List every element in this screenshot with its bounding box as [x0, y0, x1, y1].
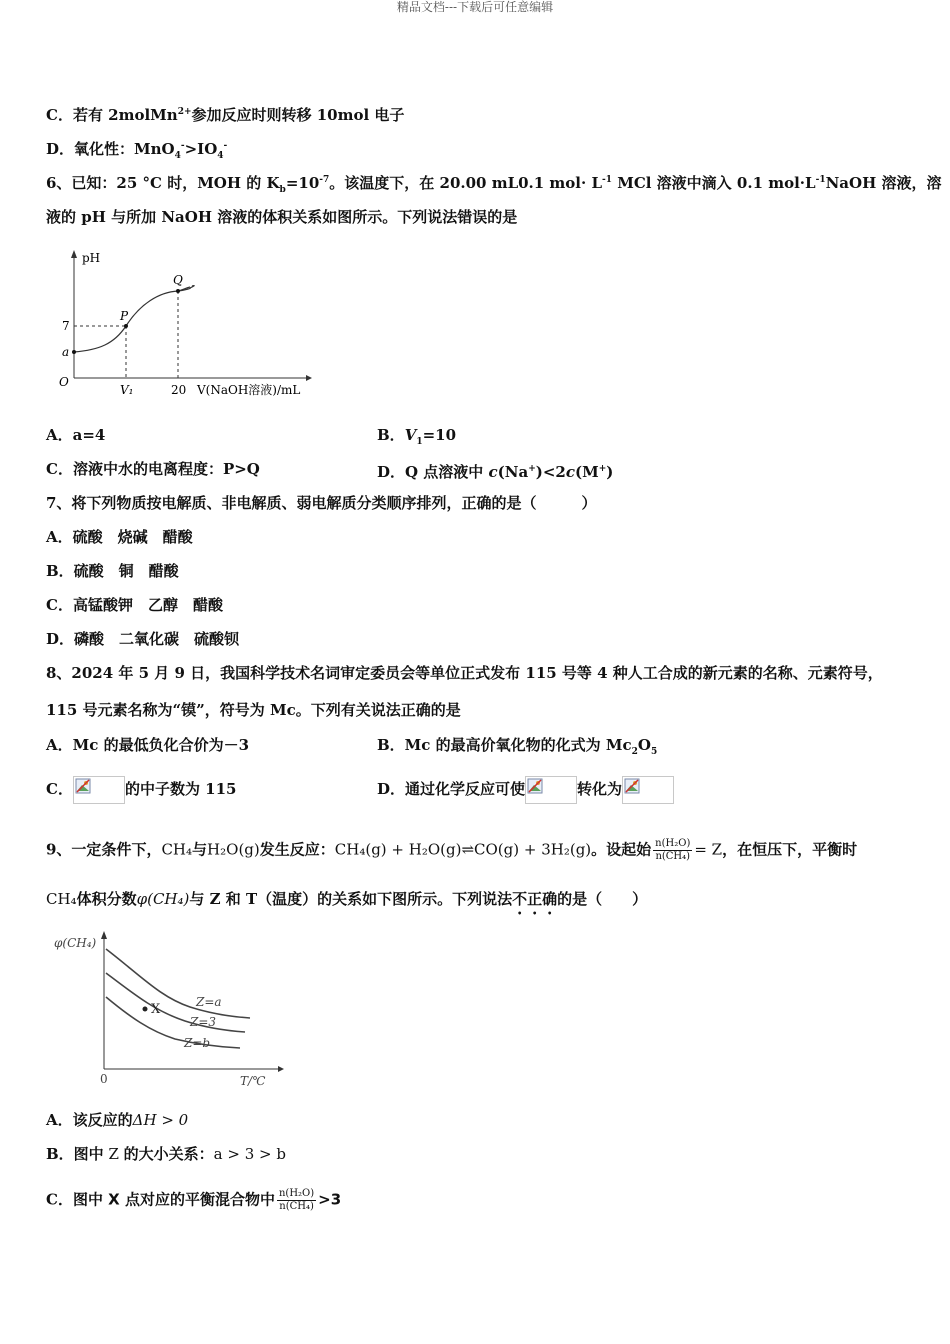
- q5-option-c-tail: 参加反应时则转移 10mol 电子: [191, 106, 405, 124]
- q6-option-d: [377, 459, 613, 482]
- q9-optb-d: a > 3 > b: [213, 1145, 286, 1163]
- broken-image-icon: [622, 776, 674, 804]
- q9-l2d: 的是（ ）: [557, 890, 648, 908]
- q6-l1sup: -7: [319, 175, 330, 185]
- q6-stem-line1: [46, 170, 941, 200]
- q9-frac-num: n(H₂O): [655, 838, 691, 849]
- q6-l1b: =10: [285, 174, 320, 192]
- series-line: [74, 286, 194, 352]
- point-x: [143, 1007, 148, 1012]
- q8-option-b: [377, 735, 657, 762]
- q5-option-d-sub2: 4: [217, 151, 224, 161]
- point-a: [72, 350, 76, 354]
- q9-l1-ch4: CH₄: [161, 840, 193, 859]
- q7-option-a: A．硫酸 烧碱 醋酸: [46, 528, 193, 546]
- q9-l2b: 体积分数: [76, 890, 137, 908]
- q6-chart-plot: [59, 250, 312, 397]
- q8-option-d: [377, 776, 674, 804]
- q9-optb-c: 的大小关系：: [123, 1145, 214, 1163]
- broken-image-icon: [73, 776, 125, 804]
- q9-ratio-fraction: [653, 838, 692, 863]
- y-tick-label-a: a: [62, 345, 70, 359]
- q6-optd-b: (Na: [497, 463, 529, 481]
- q9-l1a: 9、一定条件下，: [46, 840, 162, 859]
- q8-optb-sub: 2: [631, 747, 638, 757]
- y-axis-label: pH: [82, 251, 101, 265]
- q6-ph-chart: [54, 246, 316, 402]
- q6-l1e: NaOH 溶液，溶: [825, 174, 942, 192]
- q6-optd-d: )<2: [535, 463, 566, 481]
- q9-optc-a: C．图中: [46, 1190, 109, 1209]
- q5-option-d-sub: 4: [174, 151, 181, 161]
- q8-option-c: [46, 776, 237, 804]
- q6-l1sub: b: [279, 185, 286, 195]
- q9-l2-ch4: CH₄: [46, 890, 77, 908]
- q9-frac-den: n(CH₄): [655, 851, 691, 862]
- series-label-1: Z=a: [196, 995, 222, 1009]
- q7-option-c: C．高锰酸钾 乙醇 醋酸: [46, 596, 223, 614]
- q9-optc-den: n(CH₄): [279, 1201, 314, 1212]
- q8-optd-a: D．通过化学反应可使: [377, 780, 526, 798]
- q9-l2-emphasis: 不正确: [512, 890, 558, 908]
- q6-optb-a: B．: [377, 426, 405, 444]
- q8-stem-line2: 115 号元素名称为“镆”，符号为 Mc。下列有关说法正确的是: [46, 701, 461, 719]
- series-label-3: Z=b: [184, 1036, 211, 1050]
- q9-l1-h2o: H₂O(g): [207, 840, 260, 859]
- series-line-1: [106, 949, 250, 1018]
- q9-l1f: ，在恒压下，平衡时: [722, 840, 858, 859]
- origin-label: 0: [100, 1072, 108, 1086]
- q8-optb-b: O: [637, 736, 651, 754]
- q9-optc-x: X: [108, 1190, 120, 1209]
- q6-optd-c: c: [488, 463, 498, 481]
- point-label-x: X: [151, 1002, 161, 1017]
- q7-option-b: B．硫酸 铜 醋酸: [46, 562, 179, 580]
- page-header: 精品文档---下载后可任意编辑: [396, 0, 554, 14]
- point-label-q: Q: [173, 273, 183, 287]
- q9-equation: CH₄(g) + H₂O(g)⇌CO(g) + 3H₂(g): [334, 840, 592, 859]
- y-axis-label: φ(CH₄): [54, 936, 97, 950]
- q5-option-d-text: D．氧化性：MnO: [46, 140, 175, 158]
- q8-optc-b: 的中子数为 115: [124, 780, 237, 798]
- q9-chart-plot: [54, 931, 284, 1088]
- q8-optb-sub2: 5: [650, 747, 658, 757]
- q6-option-a: A．a=4: [46, 426, 106, 444]
- y-axis-arrow: [101, 931, 107, 939]
- q9-optc-fraction: [277, 1188, 316, 1213]
- q9-optb-a: B．图中: [46, 1145, 104, 1163]
- q9-l1b: 与: [192, 840, 208, 859]
- q8-optb-a: B．Mc 的最高价氧化物的化式为 Mc: [377, 736, 632, 754]
- q6-optd-c2: c: [565, 463, 575, 481]
- q9-stem-line1: [46, 838, 857, 863]
- q8-stem-line1: 8、2024 年 5 月 9 日，我国科学技术名词审定委员会等单位正式发布 115 号等 4 种人工合成的新元素的名称、元素符号，: [46, 664, 883, 682]
- q5-option-c-text: C．若有 2molMn: [46, 106, 178, 124]
- point-q: [176, 289, 180, 293]
- q9-l2c: 与 Z 和 T（温度）的关系如下图所示。下列说法: [189, 890, 513, 908]
- q6-optb-b: =10: [422, 426, 457, 444]
- q9-l1d: 。设起始: [591, 840, 652, 859]
- q7-option-d: D．磷酸 二氧化碳 硫酸钡: [46, 630, 240, 648]
- q9-option-a: [46, 1110, 188, 1130]
- q9-l1c: 发生反应：: [259, 840, 335, 859]
- q9-stem-line2: [46, 889, 647, 918]
- q9-opta-a: A．该反应的: [46, 1111, 133, 1129]
- q7-stem: 7、将下列物质按电解质、非电解质、弱电解质分类顺序排列，正确的是（ ）: [46, 494, 597, 512]
- q5-option-c: [46, 102, 404, 125]
- q9-option-b: [46, 1144, 286, 1164]
- q9-optc-b: 点对应的平衡混合物中: [119, 1190, 275, 1209]
- q5-option-d: [46, 136, 227, 166]
- q9-l2-phi: φ(CH₄): [136, 890, 190, 908]
- q6-optb-sub: 1: [416, 437, 423, 447]
- q9-l1e: = Z: [694, 840, 723, 859]
- q6-optd-f: ): [606, 463, 614, 481]
- q6-optd-a: D．Q 点溶液中: [377, 463, 489, 481]
- q6-l1sup3: -1: [815, 175, 826, 185]
- q9-option-c: [46, 1188, 341, 1213]
- q6-optd-sup: +: [528, 464, 536, 474]
- y-tick-label-7: 7: [62, 319, 70, 333]
- x-axis-arrow: [278, 1066, 284, 1072]
- x-axis-arrow: [306, 375, 312, 381]
- q8-optc-a: C．: [46, 780, 73, 798]
- q6-option-b: [377, 425, 456, 452]
- q6-stem-line2: 液的 pH 与所加 NaOH 溶液的体积关系如图所示。下列说法错误的是: [46, 208, 518, 226]
- q9-optb-b: Z: [103, 1145, 124, 1163]
- y-axis-arrow: [71, 250, 77, 258]
- point-label-p: P: [120, 309, 129, 323]
- q6-optb-v: V: [404, 426, 417, 444]
- origin-label: O: [59, 375, 69, 389]
- q8-option-a: A．Mc 的最低负化合价为－3: [46, 736, 250, 754]
- series-line-2: [106, 973, 245, 1032]
- x-axis-label: T/℃: [240, 1074, 266, 1088]
- q6-optd-e: (M: [575, 463, 599, 481]
- point-p: [124, 324, 128, 328]
- q5-option-c-sup: 2+: [177, 107, 192, 117]
- q6-l1d: MCl 溶液中滴入 0.1 mol·L: [612, 174, 816, 192]
- q8-optd-b: 转化为: [577, 780, 623, 798]
- q9-optc-num: n(H₂O): [278, 1188, 315, 1199]
- q6-l1a: 6、已知：25 °C 时，MOH 的 K: [46, 174, 280, 192]
- q9-phi-chart: [50, 925, 290, 1093]
- q5-option-d-mid: >IO: [184, 140, 218, 158]
- q6-optd-sup2: +: [598, 464, 607, 474]
- q6-l1c: 。该温度下，在 20.00 mL0.1 mol· L: [329, 174, 602, 192]
- q5-option-d-sup: -: [180, 141, 185, 151]
- q9-optc-c: >3: [318, 1190, 342, 1209]
- x-tick-label-20: 20: [171, 383, 187, 397]
- q6-l1sup2: -1: [602, 175, 612, 185]
- series-label-2: Z=3: [190, 1015, 217, 1029]
- q9-opta-b: ΔH > 0: [132, 1111, 189, 1129]
- x-axis-label: V(NaOH溶液)/mL: [197, 383, 301, 397]
- broken-image-icon: [525, 776, 577, 804]
- q5-option-d-sup2: -: [223, 141, 228, 151]
- x-tick-label-v1: V₁: [120, 383, 134, 397]
- q6-option-c: C．溶液中水的电离程度：P>Q: [46, 460, 260, 478]
